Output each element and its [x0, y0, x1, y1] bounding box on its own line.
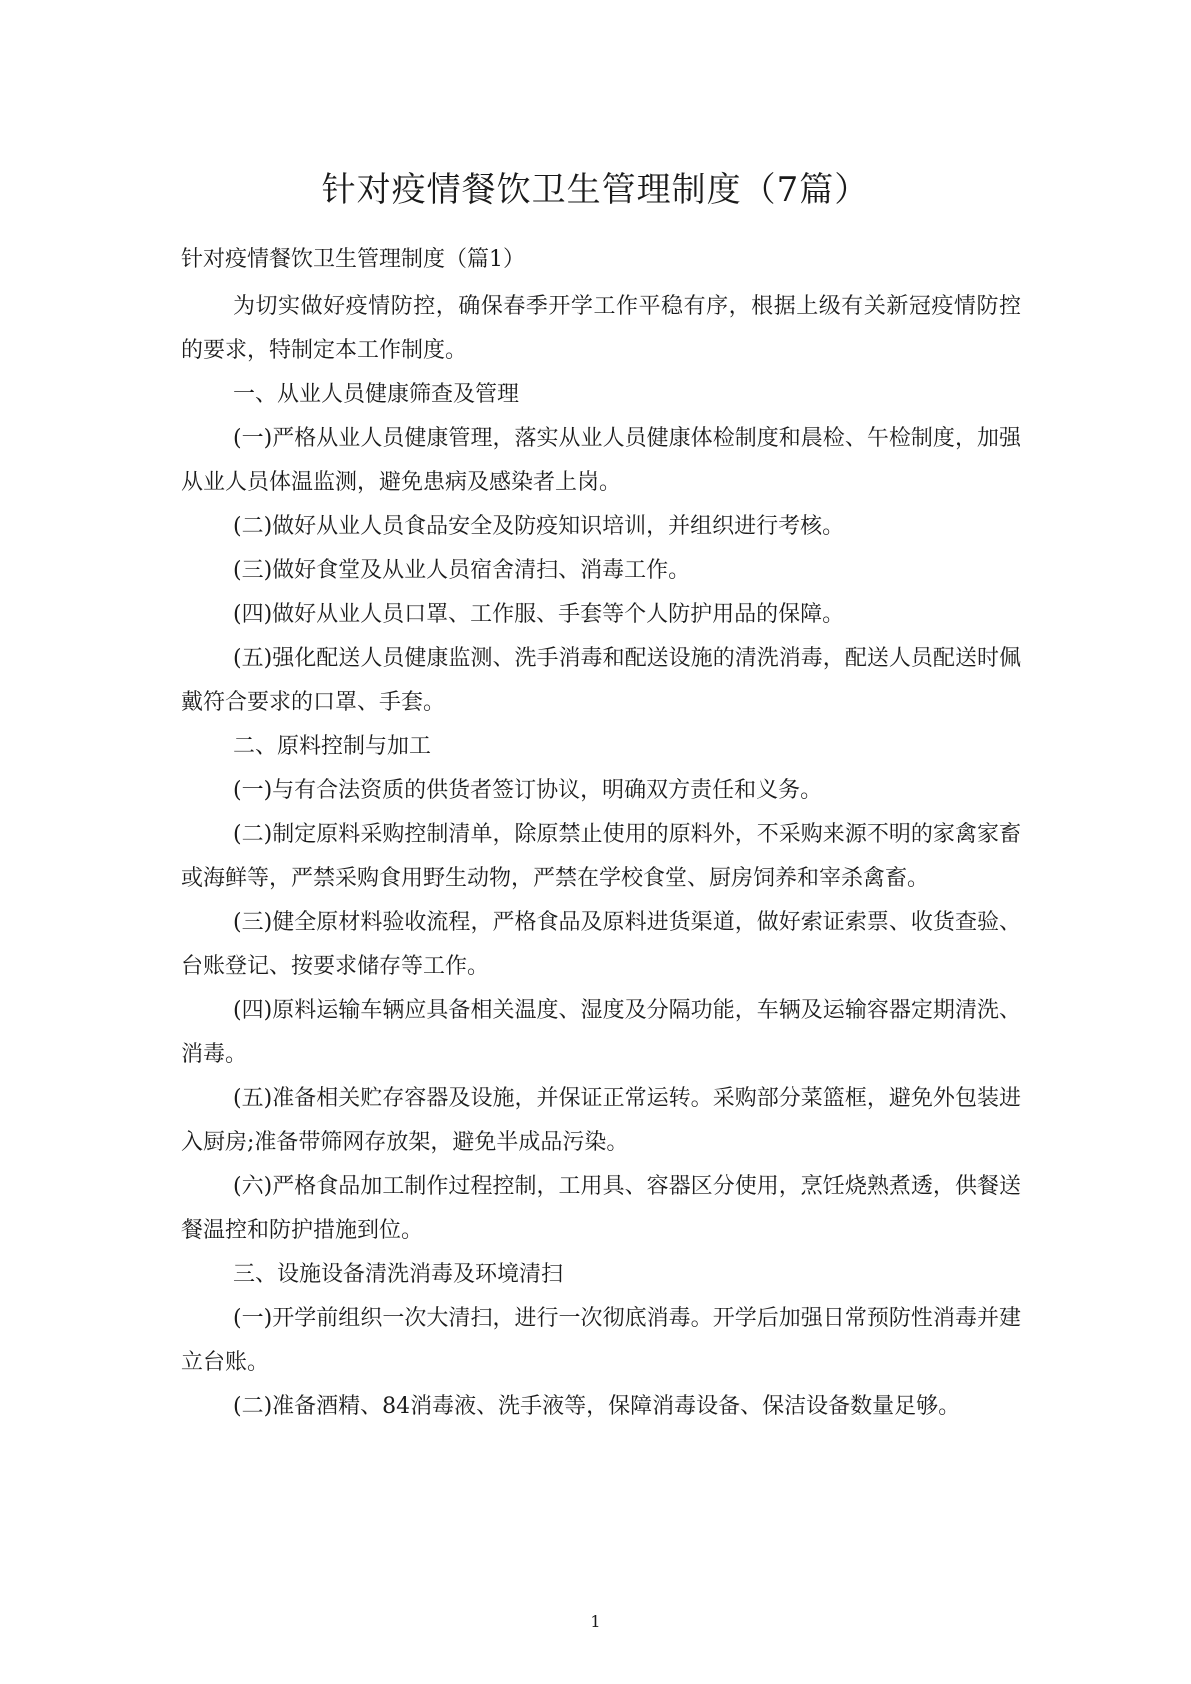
paragraph: (六)严格食品加工制作过程控制，工用具、容器区分使用，烹饪烧熟煮透，供餐送餐温控和防护措施到位。: [181, 1174, 1021, 1243]
paragraph: (二)制定原料采购控制清单，除原禁止使用的原料外，不采购来源不明的家禽家畜或海鲜等，严禁采购食用野生动物，严禁在学校食堂、厨房饲养和宰杀禽畜。: [181, 822, 1021, 891]
paragraph-intro: 为切实做好疫情防控，确保春季开学工作平稳有序，根据上级有关新冠疫情防控的要求，特制定本工作制度。: [181, 294, 1021, 363]
page-number: 1: [590, 1612, 601, 1631]
paragraph: (二)做好从业人员食品安全及防疫知识培训，并组织进行考核。: [233, 514, 845, 539]
document-title: 针对疫情餐饮卫生管理制度（7篇）: [321, 170, 870, 210]
document-body: [181, 285, 1021, 1429]
paragraph: (五)准备相关贮存容器及设施，并保证正常运转。采购部分菜篮框，避免外包装进入厨房;准备带筛网存放架，避免半成品污染。: [181, 1086, 1021, 1155]
section-subtitle: 针对疫情餐饮卫生管理制度（篇1）: [181, 247, 525, 272]
paragraph: (二)准备酒精、84消毒液、洗手液等，保障消毒设备、保洁设备数量足够。: [233, 1394, 961, 1419]
paragraph: (三)健全原材料验收流程，严格食品及原料进货渠道，做好索证索票、收货查验、台账登记、按要求储存等工作。: [181, 910, 1021, 979]
paragraph: (四)原料运输车辆应具备相关温度、湿度及分隔功能，车辆及运输容器定期清洗、消毒。: [181, 998, 1021, 1067]
paragraph: (五)强化配送人员健康监测、洗手消毒和配送设施的清洗消毒，配送人员配送时佩戴符合要求的口罩、手套。: [181, 646, 1021, 715]
paragraph: (一)与有合法资质的供货者签订协议，明确双方责任和义务。: [233, 778, 823, 803]
paragraph: (一)开学前组织一次大清扫，进行一次彻底消毒。开学后加强日常预防性消毒并建立台账。: [181, 1306, 1021, 1375]
section-heading-2: 二、原料控制与加工: [233, 734, 432, 759]
paragraph: (一)严格从业人员健康管理，落实从业人员健康体检制度和晨检、午检制度，加强从业人员体温监测，避免患病及感染者上岗。: [181, 426, 1021, 495]
paragraph: (四)做好从业人员口罩、工作服、手套等个人防护用品的保障。: [233, 602, 845, 627]
section-heading-1: 一、从业人员健康筛查及管理: [233, 382, 520, 407]
paragraph: (三)做好食堂及从业人员宿舍清扫、消毒工作。: [233, 558, 691, 583]
section-heading-3: 三、设施设备清洗消毒及环境清扫: [233, 1262, 564, 1287]
